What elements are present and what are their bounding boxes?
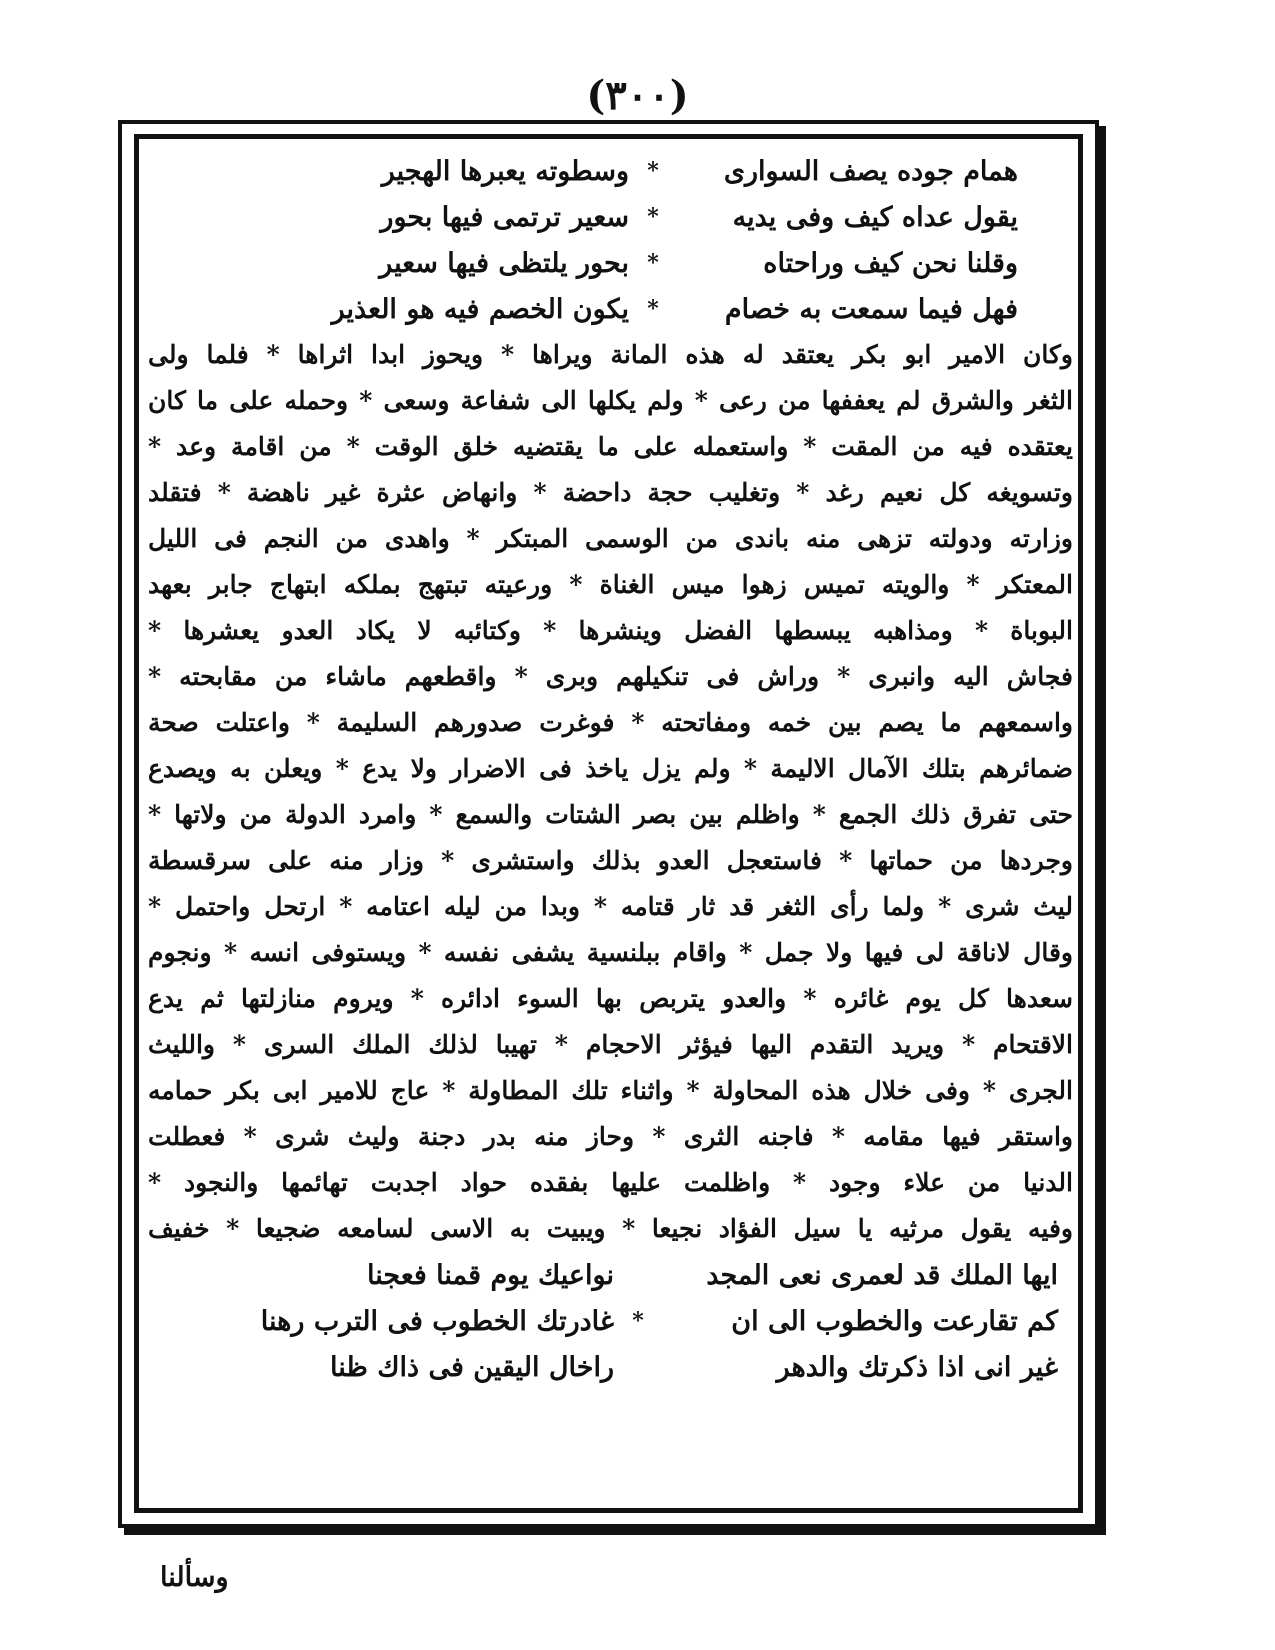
- hemistich-second: سعير ترتمى فيها بحور: [380, 201, 629, 233]
- elegy-poem: [148, 1252, 1073, 1390]
- prose-line: واستقر فيها مقامه * فاجنه الثرى * وحاز منه بدر دجنة وليث شرى * فعطلت: [148, 1122, 1073, 1151]
- prose-line: وفيه يقول مرثيه يا سيل الفؤاد نجيعا * ويبيت به الاسى لسامعه ضجيعا * خفيف: [148, 1214, 1073, 1243]
- prose-line: وتسويغه كل نعيم رغد * وتغليب حجة داحضة * وانهاض عثرة غير ناهضة * فتقلد: [148, 478, 1073, 507]
- verse-line: [288, 194, 1018, 240]
- verse-separator: *: [647, 158, 659, 184]
- hemistich-second: غادرتك الخطوب فى الترب رهنا: [260, 1305, 614, 1337]
- prose-line: وقال لاناقة لى فيها ولا جمل * واقام ببلنسية يشفى نفسه * ويستوفى انسه * ونجوم: [148, 938, 1073, 967]
- verse-line: [288, 148, 1018, 194]
- prose-line: المعتكر * والويته تميس زهوا ميس الغناة * ورعيته تبتهج بملكه ابتهاج جابر بعهد: [148, 570, 1073, 599]
- hemistich-second: راخال اليقين فى ذاك ظنا: [330, 1351, 614, 1383]
- hemistich-first: يقول عداه كيف وفى يديه: [732, 201, 1018, 233]
- prose-line: الثغر والشرق لم يعففها من رعى * ولم يكلها الى شفاعة وسعى * وحمله على ما كان: [148, 386, 1073, 415]
- hemistich-first: همام جوده يصف السوارى: [723, 155, 1018, 187]
- page-content: [148, 148, 1073, 1503]
- hemistich-second: وسطوته يعبرها الهجير: [381, 155, 629, 187]
- prose-line: وجردها من حماتها * فاستعجل العدو بذلك واستشرى * وزار منه على سرقسطة: [148, 846, 1073, 875]
- prose-line: الاقتحام * ويريد التقدم اليها فيؤثر الاحجام * تهيبا لذلك الملك السرى * والليث: [148, 1030, 1073, 1059]
- verse-separator: *: [647, 250, 659, 276]
- prose-line: ليث شرى * ولما رأى الثغر قد ثار قتامه * وبدا من ليله اعتامه * ارتحل واحتمل *: [148, 892, 1073, 921]
- verse-line: [218, 1298, 1058, 1344]
- prose-line: فجاش اليه وانبرى * وراش فى تنكيلهم وبرى * واقطعهم ماشاء من مقابحته *: [148, 662, 1073, 691]
- hemistich-second: يكون الخصم فيه هو العذير: [331, 293, 629, 325]
- verse-separator: *: [647, 204, 659, 230]
- catchword: وسألنا: [160, 1562, 229, 1593]
- prose-line: وزارته ودولته تزهى منه باندى من الوسمى المبتكر * واهدى من النجم فى الليل: [148, 524, 1073, 553]
- hemistich-second: نواعيك يوم قمنا فعجنا: [367, 1259, 614, 1291]
- verse-separator: *: [647, 296, 659, 322]
- opening-poem: [148, 148, 1073, 332]
- verse-line: [218, 1252, 1058, 1298]
- prose-line: ضمائرهم بتلك الآمال الاليمة * ولم يزل ياخذ فى الاضرار ولا يدع * ويعلن به ويصدع: [148, 754, 1073, 783]
- prose-block: [148, 332, 1073, 1252]
- page-border-shadow-right: [1099, 126, 1106, 1535]
- page-number: (٣٠٠): [586, 72, 689, 119]
- prose-line: الجرى * وفى خلال هذه المحاولة * واثناء تلك المطاولة * عاج للامير ابى بكر حمامه: [148, 1076, 1073, 1105]
- page-border-shadow-bottom: [124, 1528, 1103, 1535]
- verse-separator: *: [632, 1308, 644, 1334]
- prose-line: يعتقده فيه من المقت * واستعمله على ما يقتضيه خلق الوقت * من اقامة وعد *: [148, 432, 1073, 461]
- verse-line: [288, 286, 1018, 332]
- prose-line: واسمعهم ما يصم بين خمه ومفاتحته * فوغرت صدورهم السليمة * واعتلت صحة: [148, 708, 1073, 737]
- verse-line: [218, 1344, 1058, 1390]
- hemistich-first: فهل فيما سمعت به خصام: [724, 293, 1018, 325]
- prose-line: وكان الامير ابو بكر يعتقد له هذه المانة ويراها * ويحوز ابدا اثراها * فلما ولى: [148, 340, 1073, 369]
- prose-line: سعدها كل يوم غائره * والعدو يتربص بها السوء ادائره * ويروم منازلتها ثم يدع: [148, 984, 1073, 1013]
- prose-line: البوباة * ومذاهبه يبسطها الفضل وينشرها * وكتائبه لا يكاد العدو يعشرها *: [148, 616, 1073, 645]
- hemistich-first: وقلنا نحن كيف وراحتاه: [763, 247, 1018, 279]
- hemistich-first: ايها الملك قد لعمرى نعى المجد: [706, 1259, 1058, 1291]
- hemistich-second: بحور يلتظى فيها سعير: [379, 247, 629, 279]
- hemistich-first: غير انى اذا ذكرتك والدهر: [776, 1351, 1058, 1383]
- prose-line: الدنيا من علاء وجود * واظلمت عليها بفقده حواد اجدبت تهائمها والنجود *: [148, 1168, 1073, 1197]
- verse-line: [288, 240, 1018, 286]
- prose-line: حتى تفرق ذلك الجمع * واظلم بين بصر الشتات والسمع * وامرد الدولة من ولاتها *: [148, 800, 1073, 829]
- hemistich-first: كم تقارعت والخطوب الى ان: [731, 1305, 1058, 1337]
